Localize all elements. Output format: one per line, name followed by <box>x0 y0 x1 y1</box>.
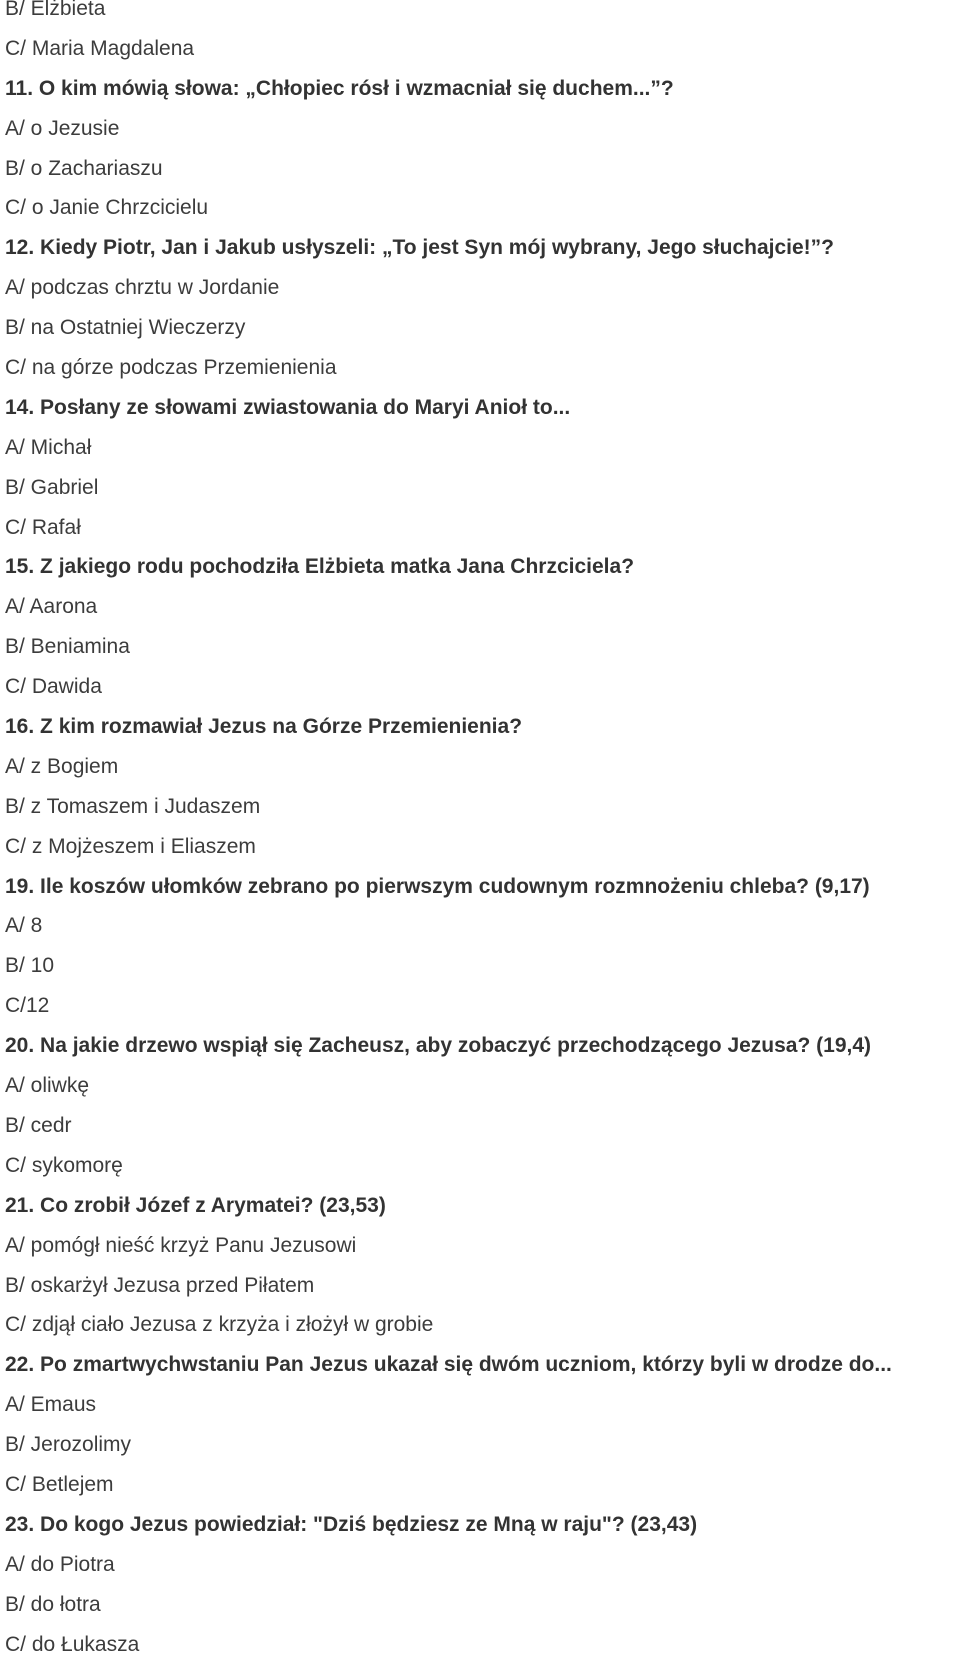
answer-option: B/ 10 <box>5 954 55 978</box>
answer-option: C/ do Łukasza <box>5 1632 140 1656</box>
answer-option: B/ do łotra <box>5 1592 101 1616</box>
answer-option: B/ cedr <box>5 1113 72 1137</box>
answer-option: C/ zdjął ciało Jezusa z krzyża i złożył w grobie <box>5 1313 434 1337</box>
answer-option: C/ Dawida <box>5 675 102 699</box>
answer-option: C/ na górze podczas Przemienienia <box>5 356 337 380</box>
answer-option: C/ Maria Magdalena <box>5 36 195 60</box>
answer-option: C/ sykomorę <box>5 1153 123 1177</box>
answer-option: A/ o Jezusie <box>5 116 120 140</box>
answer-option: A/ podczas chrztu w Jordanie <box>5 276 280 300</box>
question-12: 12. Kiedy Piotr, Jan i Jakub usłyszeli: „To jest Syn mój wybrany, Jego słuchajcie!”? <box>5 236 834 260</box>
question-22: 22. Po zmartwychwstaniu Pan Jezus ukazał się dwóm uczniom, którzy byli w drodze do... <box>5 1353 892 1377</box>
answer-option: A/ do Piotra <box>5 1552 115 1576</box>
answer-option: B/ Elżbieta <box>5 0 106 20</box>
answer-option: B/ Gabriel <box>5 475 99 499</box>
answer-option: C/12 <box>5 994 50 1018</box>
answer-option: B/ oskarżył Jezusa przed Piłatem <box>5 1273 315 1297</box>
answer-option: B/ na Ostatniej Wieczerzy <box>5 316 246 340</box>
question-14: 14. Posłany ze słowami zwiastowania do Maryi Anioł to... <box>5 395 571 419</box>
question-19: 19. Ile koszów ułomków zebrano po pierwszym cudownym rozmnożeniu chleba? (9,17) <box>5 874 870 898</box>
answer-option: B/ Jerozolimy <box>5 1433 132 1457</box>
answer-option: A/ z Bogiem <box>5 754 119 778</box>
answer-option: C/ Betlejem <box>5 1472 114 1496</box>
answer-option: A/ oliwkę <box>5 1074 90 1098</box>
question-21: 21. Co zrobił Józef z Arymatei? (23,53) <box>5 1193 386 1217</box>
answer-option: B/ Beniamina <box>5 635 130 659</box>
answer-option: C/ o Janie Chrzcicielu <box>5 196 209 220</box>
question-15: 15. Z jakiego rodu pochodziła Elżbieta matka Jana Chrzciciela? <box>5 555 635 579</box>
answer-option: A/ Aarona <box>5 595 98 619</box>
question-20: 20. Na jakie drzewo wspiął się Zacheusz, aby zobaczyć przechodzącego Jezusa? (19,4) <box>5 1034 872 1058</box>
answer-option: A/ Emaus <box>5 1393 97 1417</box>
answer-option: A/ 8 <box>5 914 43 938</box>
answer-option: A/ pomógł nieść krzyż Panu Jezusowi <box>5 1233 357 1257</box>
question-16: 16. Z kim rozmawiał Jezus na Górze Przemienienia? <box>5 715 523 739</box>
answer-option: B/ z Tomaszem i Judaszem <box>5 794 261 818</box>
quiz-page <box>5 0 955 1664</box>
question-23: 23. Do kogo Jezus powiedział: "Dziś będziesz ze Mną w raju"? (23,43) <box>5 1512 698 1536</box>
answer-option: B/ o Zachariaszu <box>5 156 163 180</box>
question-11: 11. O kim mówią słowa: „Chłopiec rósł i wzmacniał się duchem...”? <box>5 76 674 100</box>
answer-option: C/ z Mojżeszem i Eliaszem <box>5 834 256 858</box>
answer-option: A/ Michał <box>5 435 92 459</box>
answer-option: C/ Rafał <box>5 515 81 539</box>
